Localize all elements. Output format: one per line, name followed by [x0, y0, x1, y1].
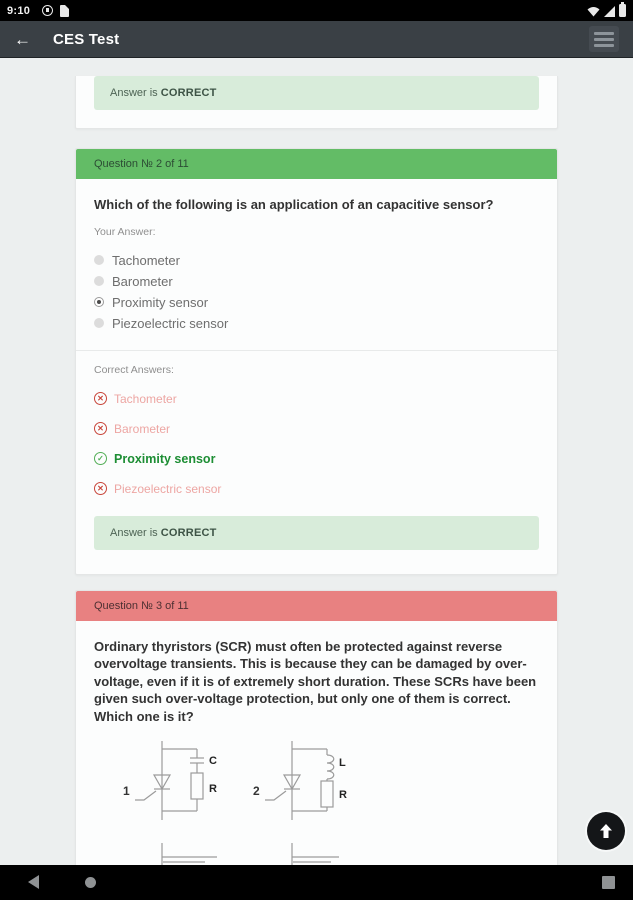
- nav-back-icon[interactable]: [28, 875, 39, 889]
- correct-answers-label: Correct Answers:: [94, 363, 174, 376]
- resistor-2-label: R: [339, 789, 347, 802]
- hamburger-menu-icon[interactable]: [589, 26, 619, 52]
- option-barometer[interactable]: [94, 271, 539, 292]
- question-2-header: Question № 2 of 11: [76, 149, 557, 179]
- nav-recents-icon[interactable]: [602, 876, 615, 889]
- notification-badge-icon: [42, 5, 53, 16]
- answer-label: Tachometer: [114, 391, 177, 406]
- notification-icons: [42, 5, 69, 17]
- section-divider: [76, 350, 557, 351]
- arrow-up-icon: [596, 821, 616, 841]
- radio-unselected-icon: [94, 318, 104, 328]
- wifi-icon: [587, 6, 600, 17]
- option-piezoelectric-sensor[interactable]: [94, 313, 539, 334]
- capacitor-label: C: [209, 755, 217, 768]
- circuit-diagram: [87, 733, 377, 865]
- radio-unselected-icon: [94, 276, 104, 286]
- check-circle-icon: ✓: [94, 452, 107, 465]
- question-2-result-banner: [94, 516, 539, 550]
- result-banner-status: CORRECT: [160, 87, 217, 99]
- quiz-results-list[interactable]: [0, 58, 633, 865]
- inductor-label: L: [339, 757, 346, 770]
- question-3-header: Question № 3 of 11: [76, 591, 557, 621]
- cross-circle-icon: ✕: [94, 422, 107, 435]
- answer-label: Barometer: [114, 421, 171, 436]
- answer-review-barometer: [94, 422, 539, 436]
- correct-answers-list: [94, 392, 539, 496]
- app-title: CES Test: [53, 30, 120, 48]
- circuit-1-number: 1: [123, 784, 130, 799]
- answer-review-piezoelectric-sensor: [94, 482, 539, 496]
- option-label: Barometer: [112, 273, 173, 289]
- answer-options: [94, 250, 539, 334]
- answer-label: Proximity sensor: [114, 451, 216, 466]
- option-proximity-sensor[interactable]: [94, 292, 539, 313]
- your-answer-label: Your Answer:: [94, 225, 156, 238]
- answer-review-tachometer: [94, 392, 539, 406]
- option-label: Proximity sensor: [112, 294, 209, 310]
- cross-circle-icon: ✕: [94, 392, 107, 405]
- resistor-1-label: R: [209, 783, 217, 796]
- question-3-text: Ordinary thyristors (SCR) must often be protected against reverse overvoltage transients. This is because they can be damaged by over-voltage, even if it is of extremely short duration. These SCRs have been given such over-voltage protection, but only one of them is correct. Which one is it?: [94, 638, 537, 724]
- android-nav-bar: [0, 865, 633, 900]
- answer-review-proximity-sensor: [94, 452, 539, 466]
- option-label: Piezoelectric sensor: [112, 315, 229, 331]
- back-arrow-icon[interactable]: ←: [14, 29, 31, 49]
- radio-unselected-icon: [94, 255, 104, 265]
- option-label: Tachometer: [112, 252, 180, 268]
- question-1-result-banner: [94, 76, 539, 110]
- question-3-card: [75, 590, 558, 865]
- result-banner-text: Answer is: [110, 526, 161, 539]
- battery-icon: [619, 4, 626, 17]
- result-banner-status: CORRECT: [160, 526, 217, 539]
- circuit-2-number: 2: [253, 784, 260, 799]
- status-bar: [0, 0, 633, 21]
- scroll-to-top-button[interactable]: [587, 812, 625, 850]
- result-banner-text: Answer is: [110, 87, 161, 99]
- app-bar: [0, 21, 633, 58]
- file-notification-icon: [60, 5, 69, 17]
- question-1-card: [75, 76, 558, 129]
- status-time: 9:10: [7, 4, 31, 17]
- cross-circle-icon: ✕: [94, 482, 107, 495]
- nav-home-icon[interactable]: [85, 877, 96, 888]
- question-2-card: [75, 148, 558, 575]
- question-2-text: Which of the following is an application of an capacitive sensor?: [94, 197, 494, 212]
- answer-label: Piezoelectric sensor: [114, 481, 222, 496]
- system-status-icons: [587, 4, 626, 17]
- signal-icon: [604, 6, 615, 17]
- circuit-diagram-figure: [87, 733, 539, 865]
- radio-selected-icon: [94, 297, 104, 307]
- option-tachometer[interactable]: [94, 250, 539, 271]
